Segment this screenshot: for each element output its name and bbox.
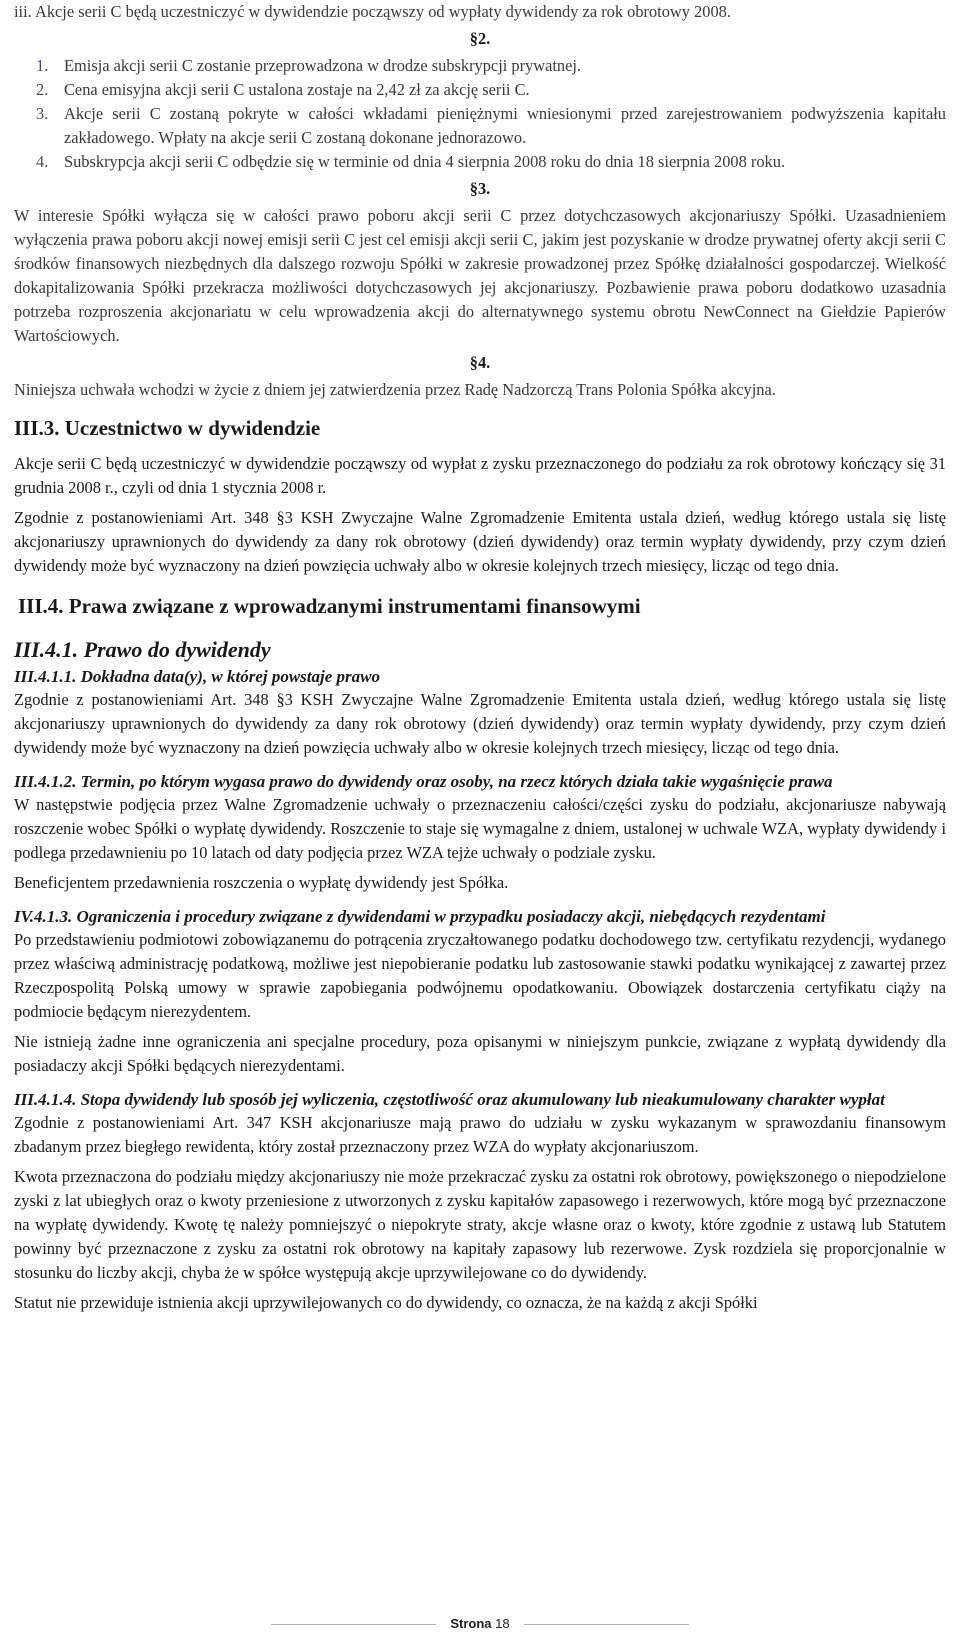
document-page xyxy=(14,0,946,1315)
paragraph: W interesie Spółki wyłącza się w całości prawo poboru akcji serii C przez dotychczasowych akcjonariuszy Spółki. Uzasadnieniem wyłączenia prawa poboru akcji nowej emisji serii C jest cel emisji akcji serii C, jakim jest pozyskanie w drodze prywatnej oferty akcji serii C środków finansowych niezbędnych dla dalszego rozwoju Spółki w zakresie prowadzonej przez Spółkę działalności gospodarczej. Wielkość dokapitalizowania Spółki przekracza możliwości dotychczasowych jej akcjonariuszy. Pozbawienie prawa poboru dodatkowo uzasadnia potrzeba rozproszenia akcjonariatu w celu wprowadzenia akcji do alternatywnego systemu obrotu NewConnect na Giełdzie Papierów Wartościowych. xyxy=(14,206,946,345)
page-number xyxy=(450,1612,509,1636)
section-heading-par4: §4. xyxy=(469,353,491,372)
paragraph: Kwota przeznaczona do podziału między akcjonariuszy nie może przekraczać zysku za ostatni rok obrotowy, powiększonego o niepodzielone zyski z lat ubiegłych oraz o kwoty przeniesione z utworzonych z zysku kapitałów zapasowego i rezerwowych, które mogą być przeznaczone na wypłatę dywidendy. Kwotę tę należy pomniejszyć o niepokryte straty, akcje własne oraz o kwoty, które zgodnie z ustawą lub Statutem powinny być przeznaczone z zysku za ostatni rok obrotowy na kapitały zapasowy lub rezerwowe. Zysk rozdziela się proporcjonalnie w stosunku do liczby akcji, chyba że w spółce występują akcje uprzywilejowane co do dywidendy. xyxy=(14,1167,946,1282)
list-item xyxy=(36,102,946,150)
item-text: Cena emisyjna akcji serii C ustalona zostaje na 2,42 zł za akcję serii C. xyxy=(64,80,530,99)
page-footer xyxy=(0,1614,960,1634)
section-heading-par2: §2. xyxy=(469,29,491,48)
section-heading-par3: §3. xyxy=(469,179,491,198)
section-heading-iii41: III.4.1. Prawo do dywidendy xyxy=(14,637,271,662)
paragraph: Akcje serii C będą uczestniczyć w dywidendzie począwszy od wypłat z zysku przeznaczonego do podziału za rok obrotowy kończący się 31 grudnia 2008 r., czyli od dnia 1 stycznia 2008 r. xyxy=(14,454,946,497)
page-number-value: 18 xyxy=(495,1616,510,1631)
paragraph: Nie istnieją żadne inne ograniczenia ani specjalne procedury, poza opisanymi w niniejszym punkcie, związane z wypłatą dywidendy dla posiadaczy akcji Spółki będących nierezydentami. xyxy=(14,1032,946,1075)
paragraph: Zgodnie z postanowieniami Art. 348 §3 KSH Zwyczajne Walne Zgromadzenie Emitenta ustala dzień, według którego ustala się listę akcjonariuszy uprawnionych do dywidendy za dany rok obrotowy (dzień dywidendy) oraz termin wypłaty dywidendy, przy czym dzień dywidendy może być wyznaczony na dzień powzięcia uchwały albo w okresie kolejnych trzech miesięcy, licząc od tego dnia. xyxy=(14,690,946,757)
item-text: Emisja akcji serii C zostanie przeprowadzona w drodze subskrypcji prywatnej. xyxy=(64,56,582,75)
paragraph: Po przedstawieniu podmiotowi zobowiązanemu do potrącenia zryczałtowanego podatku dochodowego tzw. certyfikatu rezydencji, wydanego przez właściwą administrację podatkową, możliwe jest niepobieranie podatku lub zastosowanie stawki podatku wynikającej z zawartej przez Rzeczpospolitą Polską umowy w sprawie zapobiegania podwójnemu opodatkowaniu. Obowiązek dostarczenia certyfikatu ciąży na podmiocie będącym nierezydentem. xyxy=(14,930,946,1021)
paragraph: Zgodnie z postanowieniami Art. 348 §3 KSH Zwyczajne Walne Zgromadzenie Emitenta ustala dzień, według którego ustala się listę akcjonariuszy uprawnionych do dywidendy za dany rok obrotowy (dzień dywidendy) oraz termin wypłaty dywidendy, przy czym dzień dywidendy może być wyznaczony na dzień powzięcia uchwały albo w okresie kolejnych trzech miesięcy, licząc od tego dnia. xyxy=(14,508,946,575)
footer-rule-left xyxy=(271,1624,436,1625)
list-item-iii xyxy=(14,0,946,24)
list-item xyxy=(36,150,946,174)
paragraph: Zgodnie z postanowieniami Art. 347 KSH akcjonariusze mają prawo do udziału w zysku wykazanym w sprawozdaniu finansowym zbadanym przez biegłego rewidenta, który został przeznaczony przez WZA do wypłaty akcjonariuszom. xyxy=(14,1113,946,1156)
paragraph: W następstwie podjęcia przez Walne Zgromadzenie uchwały o przeznaczeniu całości/części zysku do podziału, akcjonariusze nabywają roszczenie wobec Spółki o wypłatę dywidendy. Roszczenie to staje się wymagalne z dniem, ustalonej w uchwale WZA, wypłaty dywidendy i podlega przedawnieniu po 10 latach od daty podjęcia przez WZA tejże uchwały o podziale zysku. xyxy=(14,795,946,862)
subsection-heading-iii414: III.4.1.4. Stopa dywidendy lub sposób jej wyliczenia, częstotliwość oraz akumulowany lub nieakumulowany charakter wypłat xyxy=(14,1090,885,1109)
item-number: 1. xyxy=(36,56,49,75)
page-label: Strona xyxy=(450,1616,492,1631)
list-item xyxy=(36,78,946,102)
item-text: Akcje serii C zostaną pokryte w całości wkładami pieniężnymi wniesionymi przed zarejestrowaniem podwyższenia kapitału zakładowego. Wpłaty na akcje serii C zostaną dokonane jednorazowo. xyxy=(64,104,946,147)
section-heading-iii3: III.3. Uczestnictwo w dywidendzie xyxy=(14,416,321,440)
subsection-heading-iv413: IV.4.1.3. Ograniczenia i procedury związane z dywidendami w przypadku posiadaczy akcji, niebędących rezydentami xyxy=(14,907,826,926)
item-text: Subskrypcja akcji serii C odbędzie się w terminie od dnia 4 sierpnia 2008 roku do dnia 18 sierpnia 2008 roku. xyxy=(64,152,786,171)
item-number: 4. xyxy=(36,152,49,171)
item-number: 3. xyxy=(36,104,49,123)
list-item xyxy=(36,54,946,78)
subsection-heading-iii412: III.4.1.2. Termin, po którym wygasa prawo do dywidendy oraz osoby, na rzecz których działa takie wygaśnięcie prawa xyxy=(14,772,833,791)
paragraph: Niniejsza uchwała wchodzi w życie z dniem jej zatwierdzenia przez Radę Nadzorczą Trans Polonia Spółka akcyjna. xyxy=(14,380,776,399)
list-marker: iii. xyxy=(14,2,32,21)
paragraph: Beneficjentem przedawnienia roszczenia o wypłatę dywidendy jest Spółka. xyxy=(14,873,509,892)
section-heading-iii4: III.4. Prawa związane z wprowadzanymi instrumentami finansowymi xyxy=(18,594,641,618)
paragraph: Statut nie przewiduje istnienia akcji uprzywilejowanych co do dywidendy, co oznacza, że na każdą z akcji Spółki xyxy=(14,1293,758,1312)
list-item-text: Akcje serii C będą uczestniczyć w dywidendzie począwszy od wypłaty dywidendy za rok obrotowy 2008. xyxy=(35,2,731,21)
subsection-heading-iii411: III.4.1.1. Dokładna data(y), w której powstaje prawo xyxy=(14,667,380,686)
footer-rule-right xyxy=(524,1624,689,1625)
item-number: 2. xyxy=(36,80,49,99)
